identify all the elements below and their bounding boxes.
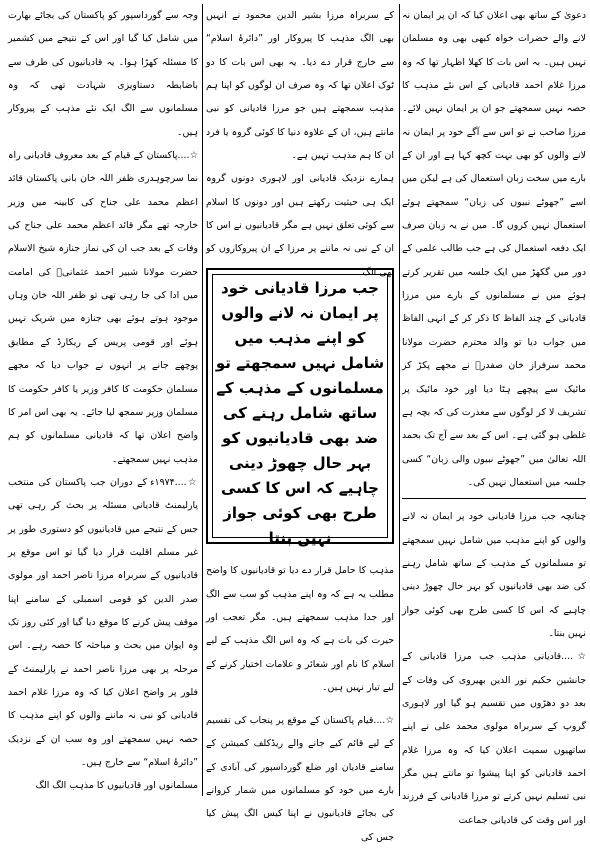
paragraph: ☆....۱۹۷۴ء کے دوران جب پاکستان کی منتخب پارلیمنٹ قادیانی مسئلہ پر بحث کر رہی تھی جس کے نتیجے میں قادیانیوں کو دستوری طور پر غیر مسلم اقلیت قرار دیا گیا تو اس موقع پر قادیانیوں کے سربراہ مرزا ناصر احمد اور مولوی صدر الدین کو قومی اسمبلی کے سامنے اپنا موقف پیش کرنے کا موقع دیا گیا اور کئی روز تک وہ ایوان میں بحث و مباحثہ کا حصہ رہے۔ اس مرحلہ پر بھی مرزا ناصر احمد نے پارلیمنٹ کے فلور پر واضح اعلان کیا کہ وہ مرزا غلام احمد قادیانی کو نبی نہ ماننے والوں کو اپنے مذہب کا حصہ نہیں سمجھتے اور وہ سب ان کے نزدیک ”دائرۂ اسلام“ سے خارج ہیں۔ xyxy=(8,476,199,768)
paragraph: ☆....قادیانی مذہب جب مرزا قادیانی کے جانشین حکیم نور الدین بھیروی کی وفات کے بعد دو دھڑوں میں تقسیم ہو گیا اور لاہوری گروپ کے سربراہ مولوی محمد علی نے اپنے ساتھیوں سمیت اعلان کیا کہ وہ مرزا غلام احمد قادیانی کو اپنا پیشوا تو مانتے ہیں مگر نبی تسلیم نہیں کرتے تو مرزا قادیانی کے فرزند اور اس وقت کی قادیانی جماعت xyxy=(402,651,586,826)
paragraph: ☆....پاکستان کے قیام کے بعد معروف قادیانی راہ نما سرچوہدری ظفر اللہ خان بانی پاکستان قائد اعظم محمد علی جناح کی کابینہ میں وزیر خارجہ تھے مگر قائد اعظم محمد علی جناح کی وفات کے بعد جب ان کی نماز جنازہ شیخ الاسلام حضرت مولانا شبیر احمد عثمانیؒ کی امامت میں ادا کی جا رہی تھی تو ظفر اللہ خان وہاں موجود ہوتے ہوئے بھی جنازہ میں شریک نہیں ہوئے اور قومی پریس کے ریکارڈ کے مطابق پوچھے جانے پر انہوں نے جواب دیا کہ مجھے مسلمان حکومت کا کافر وزیر یا کافر حکومت کا مسلمان وزیر سمجھ لیا جائے۔ یہ بھی اس امر کا واضح اعلان تھا کہ قادیانی مسلمانوں کو ہم مذہب نہیں سمجھتے۔ xyxy=(8,150,198,465)
middle-column-top xyxy=(206,4,394,278)
paragraph: ہمارے نزدیک قادیانی اور لاہوری دونوں گروہ ایک ہی حیثیت رکھتے ہیں اور دونوں کا اسلام سے کوئی تعلق نہیں ہے مگر قادیانیوں نے اس کا ان کے نبی نہ ماننے پر مرزا کے ان پیروکاروں کو بھی الگ xyxy=(206,173,394,278)
paragraph: مذہب کا حامل قرار دے دیا تو قادیانیوں کا واضح مطلب یہ ہے کہ وہ اپنے مذہب کو سب سے الگ اور جدا مذہب سمجھتے ہیں۔ مگر تعجب اور حیرت کی بات ہے کہ وہ اس الگ مذہب کے لیے اسلام کا نام اور شعائر و علامات اختیار کرنے کے لیے تیار نہیں ہیں۔ xyxy=(206,565,394,694)
pull-quote-box xyxy=(206,268,394,547)
paragraph: مسلمانوں اور قادیانیوں کا مذہب الگ الگ xyxy=(35,780,198,792)
column-divider xyxy=(202,4,203,796)
pull-quote-text: جب مرزا قادیانی خود پر ایمان نہ لانے والوں کو اپنے مذہب میں شامل نہیں سمجھتے تو مسلمانوں کے مذہب کے ساتھ شامل رہنے کی ضد بھی قادیانیوں کو بہر حال چھوڑ دینی چاہیے کہ اس کا کسی طرح بھی کوئی جواز نہیں بنتا xyxy=(215,279,385,547)
paragraph: وجہ سے گورداسپور کو پاکستان کی بجائے بھارت میں شامل کیا گیا اور اس کے نتیجے میں کشمیر کا مسئلہ کھڑا ہوا۔ یہ قادیانیوں کی طرف سے باضابطہ دستاویزی شہادت تھی کہ وہ مسلمانوں سے الگ ایک نئے مذہب کے پیروکار ہیں۔ xyxy=(8,10,198,138)
paragraph: کے سربراہ مرزا بشیر الدین محمود نے انہیں بھی الگ مذہب کا پیروکار اور ”دائرۂ اسلام“ سے خارج قرار دے دیا۔ یہ بھی اس بات کا دو ٹوک اعلان تھا کہ وہ صرف ان لوگوں کو اپنا ہم مذہب سمجھتے ہیں جو مرزا قادیانی کو نبی مانتے ہیں، ان کے علاوہ دنیا کا کوئی گروہ یا فرد ان کا ہم مذہب نہیں ہے۔ xyxy=(206,10,394,162)
paragraph-separator xyxy=(402,498,586,499)
left-column xyxy=(8,4,198,796)
middle-column-bottom xyxy=(206,550,394,843)
paragraph: ☆....قیام پاکستان کے موقع پر پنجاب کی تقسیم کے لیے قائم کیے جانے والے ریڈکلف کمیشن کے سامنے قادیان اور ضلع گورداسپور کی آبادی کے بارے میں خود کو مسلمانوں میں شمار کروانے کی بجائے قادیانیوں نے اپنا کیس الگ پیش کیا جس کی xyxy=(206,714,394,843)
right-column xyxy=(402,4,586,826)
paragraph: دعویٰ کے ساتھ بھی اعلان کیا کہ ان پر ایمان نہ لانے والے حضرات خواہ کبھی بھی وہ مسلمان نہیں ہیں۔ بہ اس بات کا کھلا اظہار تھا کہ وہ مرزا غلام احمد قادیانی کے اس نئے مذہب کا حصہ نہیں سمجھتے جو ان پر ایمان نہیں لائے۔ مرزا صاحب نے تو اس سے آگے خود پر ایمان نہ لانے والوں کو بھی بہت کچھ کہا ہے اور ان کے بارے میں سخت زبان استعمال کی ہے لیکن میں اسے ”جھوٹے نبیوں کی زبان“ سمجھتے ہوئے استعمال نہیں کروں گا۔ میں نے یہ زبان صرف ایک دفعہ استعمال کی ہے جب طالب علمی کے دور میں گکھڑ میں ایک جلسہ میں تقریر کرتے ہوئے میں نے مسلمانوں کے بارے میں مرزا قادیانی کے چند الفاظ کا ذکر کر کے انہی الفاظ میں جواب دیا تو والد محترم حضرت مولانا محمد سرفراز خان صفدرؒ نے مجھے پکڑ کر مائیک سے پیچھے ہٹا دیا اور خود مائیک پر تشریف لا کر لوگوں سے معذرت کی کہ بچہ ہے غلطی ہو گئی ہے۔ اس کے بعد سے آج تک بحمد اللہ تعالیٰ میں ”جھوٹے نبیوں والی زبان“ کسی جلسہ میں استعمال نہیں کی۔ xyxy=(402,10,586,488)
column-divider xyxy=(399,4,400,796)
paragraph: چنانچہ جب مرزا قادیانی خود پر ایمان نہ لانے والوں کو اپنے مذہب میں شامل نہیں سمجھتے تو مسلمانوں کے مذہب کے ساتھ شامل رہنے کی ضد بھی قادیانیوں کو بہر حال چھوڑ دینی چاہیے کہ اس کا کسی طرح بھی کوئی جواز نہیں بنتا۔ xyxy=(402,511,586,639)
